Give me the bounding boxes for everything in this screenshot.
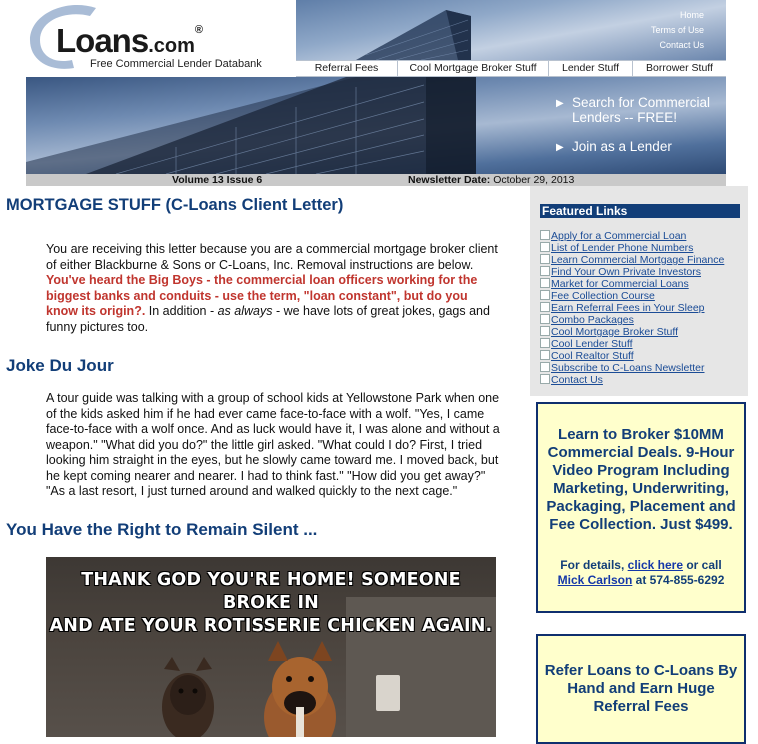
checkbox-icon: [540, 374, 550, 384]
meme-image: [46, 557, 496, 737]
main-content: [6, 196, 516, 636]
main-nav: [296, 60, 726, 77]
link-learn-mortgage-finance[interactable]: Learn Commercial Mortgage Finance: [551, 254, 725, 266]
link-fee-collection-course[interactable]: Fee Collection Course: [551, 290, 655, 302]
page-title: MORTGAGE STUFF (C-Loans Client Letter): [6, 196, 344, 214]
nav-tab-cool-mortgage-broker-stuff[interactable]: Cool Mortgage Broker Stuff: [397, 61, 548, 76]
header-photo: [296, 0, 726, 60]
joke-heading: Joke Du Jour: [6, 356, 114, 375]
checkbox-icon: [540, 362, 550, 372]
checkbox-icon: [540, 338, 550, 348]
checkbox-icon: [540, 302, 550, 312]
checkbox-icon: [540, 290, 550, 300]
join-as-lender-link[interactable]: ▶ Join as a Lender: [556, 139, 672, 154]
arrow-right-icon: ▶: [556, 142, 564, 153]
link-cool-mortgage-broker-stuff[interactable]: Cool Mortgage Broker Stuff: [551, 326, 679, 338]
top-links: [651, 8, 704, 53]
nav-tab-borrower-stuff[interactable]: Borrower Stuff: [632, 61, 726, 76]
promo-title: Refer Loans to C-Loans By Hand and Earn Huge Referral Fees: [544, 662, 738, 715]
featured-links-list: [540, 230, 724, 386]
checkbox-icon: [540, 350, 550, 360]
link-find-private-investors[interactable]: Find Your Own Private Investors: [551, 266, 701, 278]
list-item: [540, 338, 724, 350]
banner-cta: [556, 95, 716, 168]
featured-links-heading: Featured Links: [540, 204, 740, 218]
list-item: [540, 242, 724, 254]
click-here-link[interactable]: click here: [627, 558, 684, 572]
list-item: [540, 278, 724, 290]
checkbox-icon: [540, 230, 550, 240]
broker-course-promo: [536, 402, 746, 613]
refer-loans-promo[interactable]: [536, 634, 746, 744]
checkbox-icon: [540, 326, 550, 336]
checkbox-icon: [540, 314, 550, 324]
checkbox-icon: [540, 278, 550, 288]
nav-tab-lender-stuff[interactable]: Lender Stuff: [548, 61, 632, 76]
list-item: [540, 350, 724, 362]
search-lenders-link[interactable]: ▶ Search for Commercial Lenders -- FREE!: [556, 95, 711, 125]
logo-tagline: Free Commercial Lender Databank: [90, 58, 262, 70]
list-item: [540, 230, 724, 242]
list-item: [540, 254, 724, 266]
link-subscribe-newsletter[interactable]: Subscribe to C-Loans Newsletter: [551, 362, 705, 374]
site-logo[interactable]: [26, 0, 296, 76]
list-item: [540, 302, 724, 314]
intro-highlight: You've heard the Big Boys - the commercial loan officers working for the biggest banks and conduits - use the term, "loan constant", but do you know its origin?.: [46, 273, 478, 318]
list-item: [540, 362, 724, 374]
sidebar: [530, 186, 748, 396]
list-item: [540, 374, 724, 386]
issue-volume: Volume 13 Issue 6: [172, 174, 263, 186]
list-item: [540, 266, 724, 278]
link-earn-referral-fees[interactable]: Earn Referral Fees in Your Sleep: [551, 302, 705, 314]
nav-tab-referral-fees[interactable]: Referral Fees: [314, 62, 379, 74]
newsletter-date: Newsletter Date: October 29, 2013: [408, 174, 575, 186]
list-item: [540, 314, 724, 326]
link-lender-phone-numbers[interactable]: List of Lender Phone Numbers: [551, 242, 694, 254]
list-item: [540, 290, 724, 302]
contact-name-link[interactable]: Mick Carlson: [557, 572, 633, 587]
checkbox-icon: [540, 266, 550, 276]
issue-bar: [26, 174, 726, 186]
link-market-commercial-loans[interactable]: Market for Commercial Loans: [551, 278, 689, 290]
checkbox-icon: [540, 254, 550, 264]
link-cool-lender-stuff[interactable]: Cool Lender Stuff: [551, 338, 633, 350]
logo-wordmark: Loans.com®: [56, 22, 202, 59]
silent-heading: You Have the Right to Remain Silent ...: [6, 519, 318, 539]
list-item: [540, 326, 724, 338]
joke-paragraph: A tour guide was talking with a group of school kids at Yellowstone Park when one of the kids asked him if he had ever came face-to-face with a wolf. "Yes, I came face-to-face with a wolf once. And as luck would have it, I was alone and without a weapon." "What did you do?" the little girl asked. "What could I do? First, I tried looking him straight in the eyes, but he slowly came toward me. I moved back, but he kept coming nearer and nearer. I had to think fast." "How did you get away?" "As a last resort, I just turned around and walked quickly to the next cage.": [46, 391, 500, 498]
arrow-right-icon: ▶: [556, 98, 564, 109]
terms-of-use-link[interactable]: Terms of Use: [650, 25, 704, 35]
meme-caption: THANK GOD YOU'RE HOME! SOMEONE BROKE IN AND ATE YOUR ROTISSERIE CHICKEN AGAIN.: [49, 570, 493, 636]
hero-banner: [26, 77, 726, 174]
home-link[interactable]: Home: [679, 10, 704, 20]
link-apply-commercial-loan[interactable]: Apply for a Commercial Loan: [551, 230, 687, 242]
link-combo-packages[interactable]: Combo Packages: [551, 314, 634, 326]
intro-paragraph: You are receiving this letter because you are a commercial mortgage broker client of either Blackburne & Sons or C-Loans, Inc. Removal instructions are below. You've heard the Big Boys - the commercial loan officers working for the biggest banks and conduits - use the term, "loan constant", but do you know its origin?. In addition - as always - we have lots of great jokes, gags and funny pictures too.: [46, 242, 498, 334]
link-contact-us[interactable]: Contact Us: [551, 374, 603, 386]
promo-details: For details, click here or call Mick Carlson at 574-855-6292: [557, 558, 725, 587]
promo-title: Learn to Broker $10MM Commercial Deals. 9-Hour Video Program Including Marketing, Underwriting, Packaging, Placement and Fee Collection. Just $499.: [546, 426, 736, 533]
contact-us-link[interactable]: Contact Us: [659, 40, 704, 50]
link-cool-realtor-stuff[interactable]: Cool Realtor Stuff: [551, 350, 634, 362]
checkbox-icon: [540, 242, 550, 252]
